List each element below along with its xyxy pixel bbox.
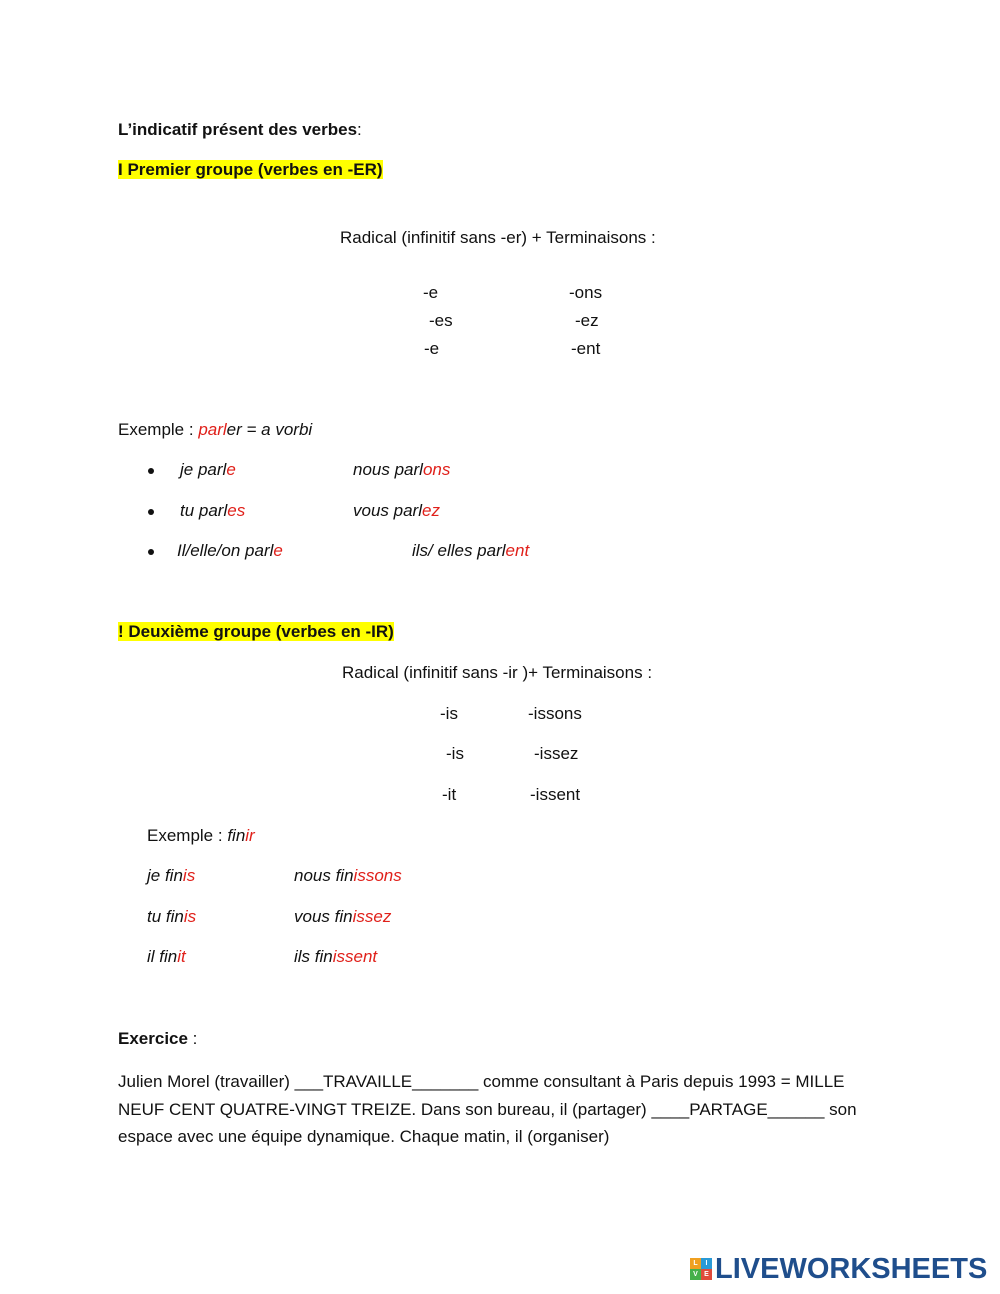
exercise-heading <box>118 1028 197 1050</box>
group2-row3-plural <box>294 946 377 968</box>
bullet-dot <box>148 549 154 555</box>
group2-row3-sg-stem: il fin <box>147 947 178 966</box>
group1-row3-sg-stem: Il/elle/on parl <box>177 541 274 560</box>
group1-row2-pl-end: ez <box>421 501 440 520</box>
group1-example-label: Exemple : <box>118 420 199 439</box>
group2-ending-r2c1: -is <box>446 744 464 763</box>
group2-row2-pl-end: issez <box>352 907 392 926</box>
group1-row1-sg-stem: je parl <box>180 460 227 479</box>
group1-example-rest: er <box>226 420 242 439</box>
group1-ending-r2c2: -ez <box>575 311 599 330</box>
page-title-colon: : <box>357 120 362 139</box>
group1-row3-plural <box>412 540 529 562</box>
group2-example-label: Exemple : <box>147 826 228 845</box>
group1-row2-singular <box>180 500 245 522</box>
group2-ending-r2c2: -issez <box>534 744 579 763</box>
group1-row2-plural <box>353 500 440 522</box>
logo-mark-letter: V <box>690 1269 701 1280</box>
group2-example-stem: fin <box>227 826 246 845</box>
group2-ending-r1c1: -is <box>440 704 458 723</box>
group2-row1-pl-end: issons <box>353 866 402 885</box>
logo-mark-letter: L <box>690 1258 701 1269</box>
liveworksheets-logo <box>690 1252 987 1286</box>
group1-row3-singular <box>177 540 283 562</box>
bullet-dot <box>148 468 154 474</box>
group2-row2-sg-stem: tu fin <box>147 907 184 926</box>
exercise-heading-text: Exercice <box>118 1029 188 1048</box>
logo-mark-letter: E <box>701 1269 712 1280</box>
group2-row2-sg-end: is <box>183 907 197 926</box>
group1-rule: Radical (infinitif sans -er) + Terminaisons : <box>340 228 656 247</box>
group1-heading-text: I Premier groupe (verbes en -ER) <box>118 160 383 179</box>
group1-row2-sg-end: es <box>227 501 246 520</box>
group1-row2-sg-stem: tu parl <box>180 501 228 520</box>
group1-example-gloss: = a vorbi <box>241 420 313 439</box>
page-title-text: L’indicatif présent des verbes <box>118 120 358 139</box>
group1-row1-pl-end: ons <box>422 460 451 479</box>
group2-ending-r1c2: -issons <box>528 704 582 723</box>
group1-ending-r2c1: -es <box>429 311 453 330</box>
group1-example <box>118 419 312 441</box>
group2-row1-singular <box>147 865 195 887</box>
group2-row1-plural <box>294 865 402 887</box>
group1-example-stem: parl <box>198 420 227 439</box>
group1-row3-pl-stem: ils/ elles parl <box>412 541 506 560</box>
group2-ending-r3c1: -it <box>442 785 457 804</box>
group2-row2-pl-stem: vous fin <box>294 907 353 926</box>
bullet-dot <box>148 509 154 515</box>
group1-row1-plural <box>353 459 450 481</box>
group2-row1-sg-stem: je fin <box>147 866 183 885</box>
group2-row3-pl-end: issent <box>332 947 378 966</box>
group1-ending-r1c2: -ons <box>569 283 603 302</box>
exercise-text: Julien Morel (travailler) ___TRAVAILLE_______ comme consultant à Paris depuis 1993 = MILLE NEUF CENT QUATRE-VINGT TREIZE. Dans son bureau, il (partager) ____PARTAGE______ son espace avec une équipe dynamique. Chaque matin, il (organiser) <box>118 1072 857 1146</box>
group2-row3-pl-stem: ils fin <box>294 947 333 966</box>
group2-example <box>147 825 255 847</box>
group1-row3-sg-end: e <box>273 541 283 560</box>
group2-row1-pl-stem: nous fin <box>294 866 354 885</box>
group1-ending-r3c1: -e <box>424 339 440 358</box>
group2-row3-sg-end: it <box>177 947 186 966</box>
logo-mark-letter: I <box>701 1258 712 1269</box>
group1-row3-pl-end: ent <box>505 541 530 560</box>
group2-row2-plural <box>294 906 391 928</box>
group2-ending-r3c2: -issent <box>530 785 581 804</box>
group1-row2-pl-stem: vous parl <box>353 501 422 520</box>
group1-ending-r1c1: -e <box>423 283 439 302</box>
group1-row1-sg-end: e <box>226 460 236 479</box>
group1-ending-r3c2: -ent <box>571 339 601 358</box>
group1-heading <box>118 159 383 181</box>
liveworksheets-logo-text: LIVEWORKSHEETS <box>715 1252 988 1285</box>
group2-example-end: ir <box>245 826 255 845</box>
group2-row3-singular <box>147 946 186 968</box>
group1-row1-pl-stem: nous parl <box>353 460 423 479</box>
page-title <box>118 119 362 141</box>
group2-row2-singular <box>147 906 196 928</box>
exercise-heading-colon: : <box>187 1029 198 1048</box>
group2-row1-sg-end: is <box>182 866 196 885</box>
group1-row1-singular <box>180 459 236 481</box>
group2-heading <box>118 621 394 643</box>
group2-rule: Radical (infinitif sans -ir )+ Terminaisons : <box>342 663 653 682</box>
group2-heading-text: ! Deuxième groupe (verbes en -IR) <box>118 622 394 641</box>
liveworksheets-logo-icon <box>690 1258 712 1280</box>
